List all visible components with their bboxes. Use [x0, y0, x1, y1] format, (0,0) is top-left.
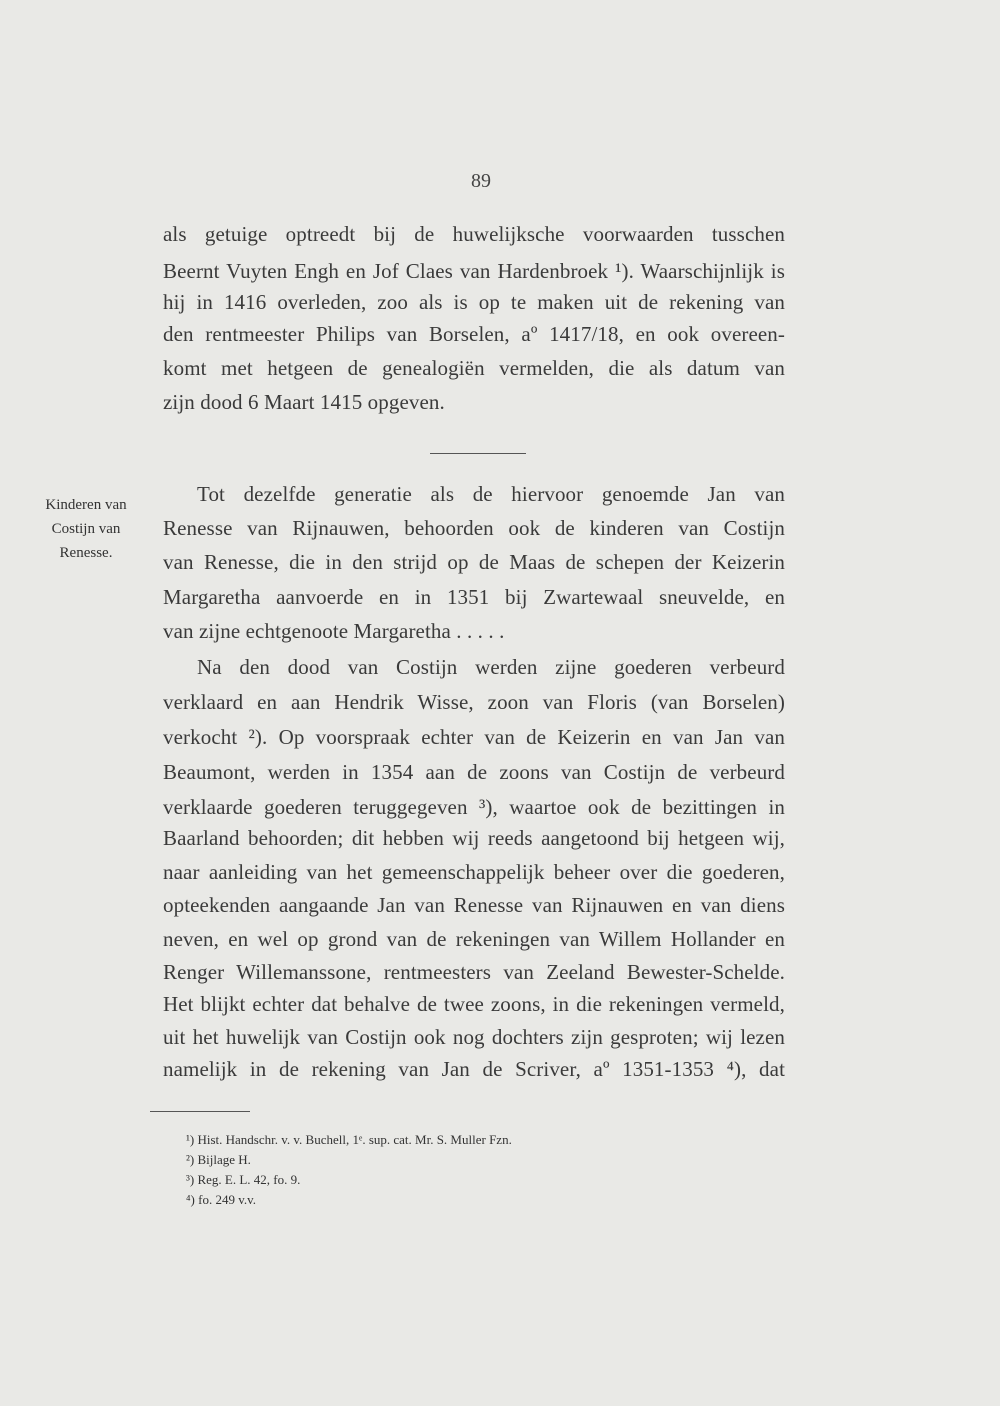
margin-note-line: Costijn van: [51, 521, 121, 537]
text-line: van zijne echtgenoote Margaretha . . . . .: [163, 619, 505, 643]
footnotes: [186, 1130, 746, 1210]
text-line: Beernt Vuyten Engh en Jof Claes van Hardenbroek ¹). Waarschijnlijk is: [163, 259, 785, 283]
margin-note-line: Kinderen van: [45, 497, 127, 513]
text-line: opteekenden aangaande Jan van Renesse van Rijnauwen en van diens: [163, 893, 785, 917]
text-line: Renesse van Rijnauwen, behoorden ook de kinderen van Costijn: [163, 516, 785, 540]
text-line: verkocht ²). Op voorspraak echter van de Keizerin en van Jan van: [163, 725, 785, 749]
text-line: Na den dood van Costijn werden zijne goederen verbeurd: [197, 655, 785, 679]
footnote: ¹) Hist. Handschr. v. v. Buchell, 1ᵉ. sup. cat. Mr. S. Muller Fzn.: [186, 1132, 512, 1147]
text-line: den rentmeester Philips van Borselen, aº 1417/18, en ook overeen-: [163, 322, 785, 346]
text-line: Renger Willemanssone, rentmeesters van Zeeland Bewester-Schelde.: [163, 960, 785, 984]
text-line: komt met hetgeen de genealogiën vermelden, die als datum van: [163, 356, 785, 380]
text-line: neven, en wel op grond van de rekeningen van Willem Hollander en: [163, 927, 785, 951]
text-line: Het blijkt echter dat behalve de twee zoons, in die rekeningen vermeld,: [163, 992, 785, 1016]
footnote: ²) Bijlage H.: [186, 1152, 251, 1167]
page-number: 89: [471, 170, 491, 192]
footnote: ⁴) fo. 249 v.v.: [186, 1192, 257, 1207]
text-line: Baarland behoorden; dit hebben wij reeds aangetoond bij hetgeen wij,: [163, 826, 785, 850]
text-line: verklaarde goederen teruggegeven ³), waartoe ook de bezittingen in: [163, 795, 785, 819]
footnote: ³) Reg. E. L. 42, fo. 9.: [186, 1172, 301, 1187]
text-line: Margaretha aanvoerde en in 1351 bij Zwartewaal sneuvelde, en: [163, 585, 785, 609]
section-divider: [430, 453, 526, 454]
text-line: van Renesse, die in den strijd op de Maas de schepen der Keizerin: [163, 550, 785, 574]
margin-note-line: Renesse.: [59, 545, 113, 561]
text-line: verklaard en aan Hendrik Wisse, zoon van Floris (van Borselen): [163, 690, 785, 714]
text-line: uit het huwelijk van Costijn ook nog dochters zijn gesproten; wij lezen: [163, 1025, 785, 1049]
text-line: naar aanleiding van het gemeenschappelijk beheer over die goederen,: [163, 860, 785, 884]
text-line: zijn dood 6 Maart 1415 opgeven.: [163, 390, 445, 414]
footnote-rule: [150, 1111, 250, 1112]
text-line: als getuige optreedt bij de huwelijksche voorwaarden tusschen: [163, 222, 785, 246]
text-line: Beaumont, werden in 1354 aan de zoons van Costijn de verbeurd: [163, 760, 785, 784]
text-line: namelijk in de rekening van Jan de Scriver, aº 1351-1353 ⁴), dat: [163, 1057, 785, 1081]
text-line: hij in 1416 overleden, zoo als is op te maken uit de rekening van: [163, 290, 785, 314]
text-line: Tot dezelfde generatie als de hiervoor genoemde Jan van: [197, 482, 785, 506]
margin-note: [18, 493, 154, 565]
